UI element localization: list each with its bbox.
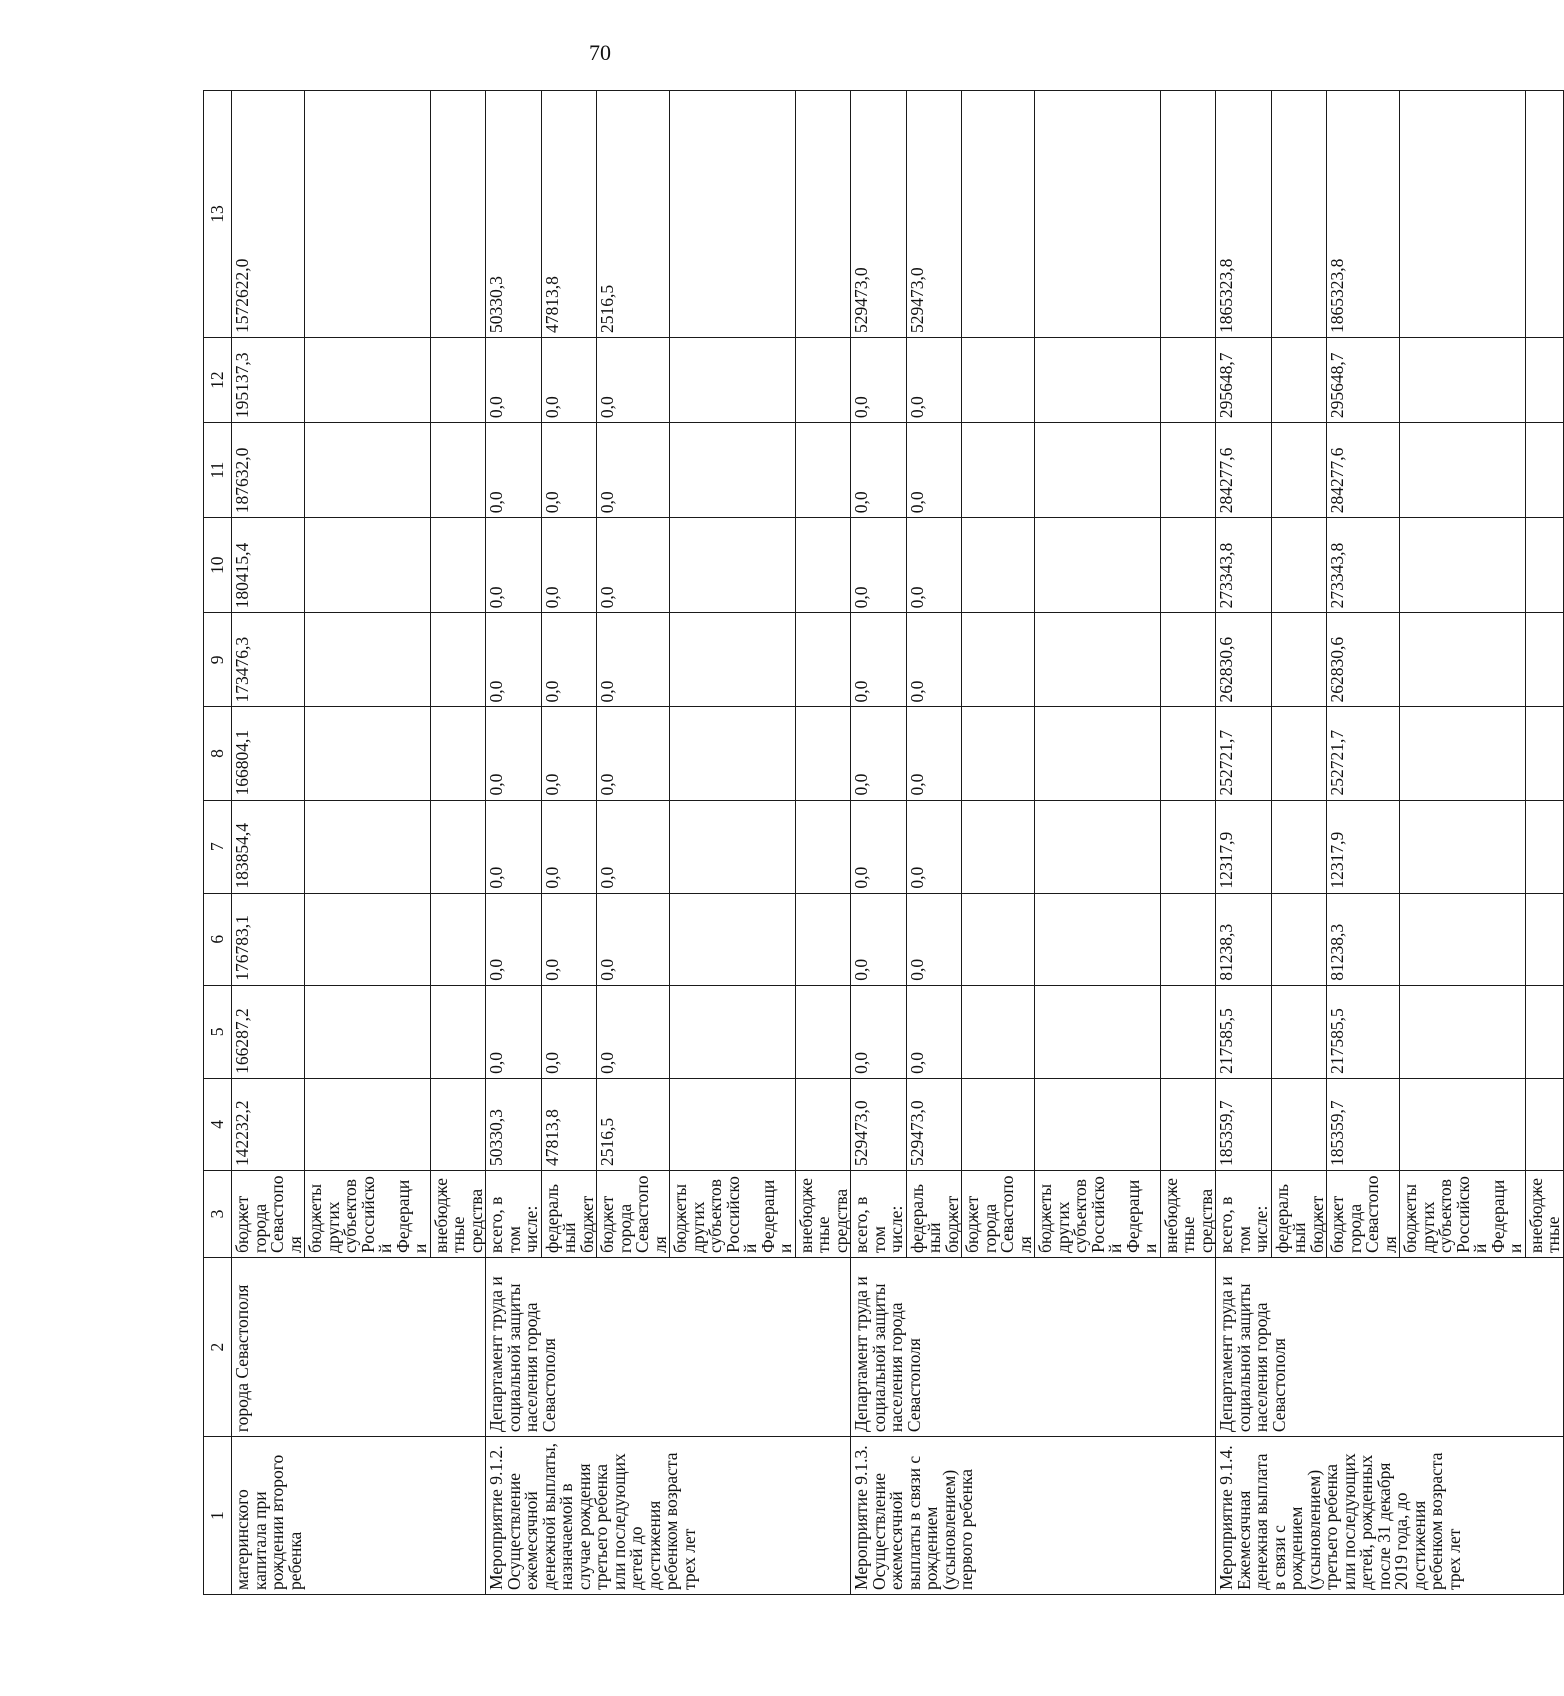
value-cell-col-9	[1525, 613, 1563, 707]
table-row	[851, 91, 907, 1595]
value-cell-col-4	[305, 1078, 431, 1170]
funding-source-cell: внебюджетные средства	[1160, 1170, 1216, 1257]
value-cell-col-8: 252721,7	[1216, 707, 1272, 800]
value-cell-col-7: 12317,9	[1327, 800, 1400, 893]
value-cell-col-4	[1525, 1078, 1563, 1170]
value-cell-col-10	[305, 518, 431, 613]
value-cell-col-8	[1271, 707, 1327, 800]
value-cell-col-10: 0,0	[541, 518, 597, 613]
value-cell-col-9: 0,0	[541, 613, 597, 707]
funding-source-cell: федеральный бюджет	[1271, 1170, 1327, 1257]
value-cell-col-6: 176783,1	[232, 893, 305, 985]
funding-source-cell: внебюджетные средства	[430, 1170, 486, 1257]
value-cell-col-4: 50330,3	[486, 1078, 542, 1170]
value-cell-col-11	[1400, 423, 1526, 518]
value-cell-col-11: 0,0	[597, 423, 670, 518]
value-cell-col-7	[1160, 800, 1216, 893]
value-cell-col-10	[1525, 518, 1563, 613]
value-cell-col-7: 0,0	[851, 800, 907, 893]
value-cell-col-11	[305, 423, 431, 518]
value-cell-col-10	[962, 518, 1035, 613]
value-cell-col-12: 0,0	[541, 338, 597, 423]
value-cell-col-5	[1160, 985, 1216, 1078]
value-cell-col-12	[305, 338, 431, 423]
value-cell-col-9	[1271, 613, 1327, 707]
value-cell-col-5	[1035, 985, 1161, 1078]
value-cell-col-9: 262830,6	[1216, 613, 1272, 707]
value-cell-col-8	[1400, 707, 1526, 800]
value-cell-col-9	[670, 613, 796, 707]
value-cell-col-12	[1400, 338, 1526, 423]
value-cell-col-7	[1525, 800, 1563, 893]
executor-cell: Департамент труда и социальной защиты населения города Севастополя	[851, 1257, 1216, 1436]
value-cell-col-13: 529473,0	[851, 91, 907, 338]
value-cell-col-13: 2516,5	[597, 91, 670, 338]
value-cell-col-12: 195137,3	[232, 338, 305, 423]
measure-name-cell: Мероприятие 9.1.4. Ежемесячная денежная выплата в связи с рождением (усыновлением) третьего ребенка или последующих детей, рожденных после 31 декабря 2019 года, до достижения ребенком возраста трех лет	[1216, 1437, 1564, 1595]
value-cell-col-6	[795, 893, 851, 985]
value-cell-col-7: 183854,4	[232, 800, 305, 893]
table-row	[1216, 91, 1272, 1595]
value-cell-col-13	[430, 91, 486, 338]
value-cell-col-4	[962, 1078, 1035, 1170]
measure-name-cell: Мероприятие 9.1.2. Осуществление ежемесячной денежной выплаты, назначаемой в случае рождения третьего ребенка или последующих детей до достижения ребенком возраста трех лет	[486, 1437, 851, 1595]
value-cell-col-4	[1160, 1078, 1216, 1170]
value-cell-col-13: 1572622,0	[232, 91, 305, 338]
funding-source-cell: бюджеты других субъектов Российской Федерации	[305, 1170, 431, 1257]
value-cell-col-7: 0,0	[906, 800, 962, 893]
value-cell-col-8	[1525, 707, 1563, 800]
value-cell-col-13: 1865323,8	[1327, 91, 1400, 338]
value-cell-col-8: 0,0	[906, 707, 962, 800]
measure-name-cell: материнского капитала при рождении второго ребенка	[232, 1437, 486, 1595]
value-cell-col-6: 0,0	[851, 893, 907, 985]
value-cell-col-12: 295648,7	[1327, 338, 1400, 423]
table-row	[232, 91, 305, 1595]
value-cell-col-6	[962, 893, 1035, 985]
value-cell-col-4: 185359,7	[1216, 1078, 1272, 1170]
value-cell-col-7	[1271, 800, 1327, 893]
value-cell-col-4: 529473,0	[906, 1078, 962, 1170]
funding-source-cell: всего, в том числе:	[1216, 1170, 1272, 1257]
value-cell-col-10: 0,0	[597, 518, 670, 613]
value-cell-col-9: 0,0	[486, 613, 542, 707]
value-cell-col-5: 0,0	[597, 985, 670, 1078]
value-cell-col-10: 180415,4	[232, 518, 305, 613]
value-cell-col-8	[430, 707, 486, 800]
value-cell-col-12: 0,0	[851, 338, 907, 423]
value-cell-col-11: 0,0	[906, 423, 962, 518]
value-cell-col-5: 0,0	[906, 985, 962, 1078]
value-cell-col-9	[795, 613, 851, 707]
value-cell-col-9	[1160, 613, 1216, 707]
value-cell-col-6	[305, 893, 431, 985]
value-cell-col-12	[795, 338, 851, 423]
header-cell-13: 13	[204, 91, 232, 338]
value-cell-col-13	[1400, 91, 1526, 338]
value-cell-col-10: 0,0	[851, 518, 907, 613]
header-cell-3: 3	[204, 1170, 232, 1257]
value-cell-col-12	[430, 338, 486, 423]
value-cell-col-8	[962, 707, 1035, 800]
value-cell-col-5	[1525, 985, 1563, 1078]
value-cell-col-5	[430, 985, 486, 1078]
executor-cell: Департамент труда и социальной защиты населения города Севастополя	[1216, 1257, 1564, 1436]
value-cell-col-12: 0,0	[597, 338, 670, 423]
value-cell-col-10	[430, 518, 486, 613]
value-cell-col-13	[962, 91, 1035, 338]
value-cell-col-13: 1865323,8	[1216, 91, 1272, 338]
value-cell-col-13	[1271, 91, 1327, 338]
value-cell-col-13	[1525, 91, 1563, 338]
value-cell-col-12	[1035, 338, 1161, 423]
value-cell-col-4: 142232,2	[232, 1078, 305, 1170]
value-cell-col-12	[1160, 338, 1216, 423]
value-cell-col-5	[305, 985, 431, 1078]
value-cell-col-12: 295648,7	[1216, 338, 1272, 423]
value-cell-col-9	[1035, 613, 1161, 707]
value-cell-col-5: 217585,5	[1327, 985, 1400, 1078]
value-cell-col-7	[670, 800, 796, 893]
value-cell-col-11	[1525, 423, 1563, 518]
value-cell-col-4	[795, 1078, 851, 1170]
value-cell-col-4	[430, 1078, 486, 1170]
table-body	[204, 91, 1564, 1595]
value-cell-col-12	[1525, 338, 1563, 423]
value-cell-col-6	[430, 893, 486, 985]
value-cell-col-5: 0,0	[541, 985, 597, 1078]
value-cell-col-9: 0,0	[851, 613, 907, 707]
value-cell-col-10	[1035, 518, 1161, 613]
value-cell-col-4	[1400, 1078, 1526, 1170]
funding-source-cell: бюджет города Севастополя	[1327, 1170, 1400, 1257]
value-cell-col-11: 284277,6	[1216, 423, 1272, 518]
value-cell-col-7	[795, 800, 851, 893]
value-cell-col-5	[670, 985, 796, 1078]
value-cell-col-7	[430, 800, 486, 893]
funding-source-cell: внебюджетные средства	[795, 1170, 851, 1257]
value-cell-col-11: 0,0	[541, 423, 597, 518]
value-cell-col-7	[962, 800, 1035, 893]
header-cell-2: 2	[204, 1257, 232, 1436]
value-cell-col-11	[1160, 423, 1216, 518]
header-cell-8: 8	[204, 707, 232, 800]
value-cell-col-6: 0,0	[906, 893, 962, 985]
value-cell-col-10	[1160, 518, 1216, 613]
value-cell-col-6	[670, 893, 796, 985]
value-cell-col-10	[1271, 518, 1327, 613]
header-cell-11: 11	[204, 423, 232, 518]
value-cell-col-4	[1271, 1078, 1327, 1170]
value-cell-col-11: 0,0	[486, 423, 542, 518]
value-cell-col-7	[305, 800, 431, 893]
header-cell-1: 1	[204, 1437, 232, 1595]
value-cell-col-11	[795, 423, 851, 518]
value-cell-col-8	[795, 707, 851, 800]
value-cell-col-10: 273343,8	[1216, 518, 1272, 613]
value-cell-col-13: 50330,3	[486, 91, 542, 338]
value-cell-col-12	[1271, 338, 1327, 423]
value-cell-col-13: 529473,0	[906, 91, 962, 338]
value-cell-col-5: 217585,5	[1216, 985, 1272, 1078]
value-cell-col-12: 0,0	[906, 338, 962, 423]
value-cell-col-11: 187632,0	[232, 423, 305, 518]
value-cell-col-10	[795, 518, 851, 613]
value-cell-col-9	[1400, 613, 1526, 707]
value-cell-col-9	[305, 613, 431, 707]
value-cell-col-6: 0,0	[597, 893, 670, 985]
value-cell-col-4: 185359,7	[1327, 1078, 1400, 1170]
funding-source-cell: внебюджетные	[1525, 1170, 1563, 1257]
value-cell-col-8	[1160, 707, 1216, 800]
value-cell-col-5: 0,0	[486, 985, 542, 1078]
funding-source-cell: федеральный бюджет	[541, 1170, 597, 1257]
value-cell-col-7	[1400, 800, 1526, 893]
value-cell-col-8: 0,0	[851, 707, 907, 800]
value-cell-col-7	[1035, 800, 1161, 893]
value-cell-col-11	[670, 423, 796, 518]
measure-name-cell: Мероприятие 9.1.3. Осуществление ежемесячной выплаты в связи с рождением (усыновлением) первого ребенка	[851, 1437, 1216, 1595]
value-cell-col-6: 0,0	[541, 893, 597, 985]
value-cell-col-4	[1035, 1078, 1161, 1170]
value-cell-col-8	[1035, 707, 1161, 800]
value-cell-col-9: 0,0	[906, 613, 962, 707]
value-cell-col-8: 0,0	[486, 707, 542, 800]
value-cell-col-9	[430, 613, 486, 707]
value-cell-col-5	[1400, 985, 1526, 1078]
value-cell-col-10: 0,0	[486, 518, 542, 613]
table-row	[486, 91, 542, 1595]
value-cell-col-7: 0,0	[541, 800, 597, 893]
funding-source-cell: бюджеты других субъектов Российской Федерации	[1035, 1170, 1161, 1257]
funding-source-cell: федеральный бюджет	[906, 1170, 962, 1257]
value-cell-col-8: 252721,7	[1327, 707, 1400, 800]
value-cell-col-12: 0,0	[486, 338, 542, 423]
value-cell-col-5: 166287,2	[232, 985, 305, 1078]
value-cell-col-4	[670, 1078, 796, 1170]
budget-table	[203, 90, 1564, 1595]
header-cell-10: 10	[204, 518, 232, 613]
header-cell-4: 4	[204, 1078, 232, 1170]
value-cell-col-6: 0,0	[486, 893, 542, 985]
header-cell-6: 6	[204, 893, 232, 985]
value-cell-col-9: 173476,3	[232, 613, 305, 707]
value-cell-col-9	[962, 613, 1035, 707]
value-cell-col-11: 0,0	[851, 423, 907, 518]
value-cell-col-11	[430, 423, 486, 518]
value-cell-col-13	[795, 91, 851, 338]
header-cell-9: 9	[204, 613, 232, 707]
value-cell-col-13	[305, 91, 431, 338]
value-cell-col-6: 81238,3	[1216, 893, 1272, 985]
value-cell-col-11: 284277,6	[1327, 423, 1400, 518]
funding-source-cell: бюджеты других субъектов Российской Федерации	[670, 1170, 796, 1257]
header-cell-12: 12	[204, 338, 232, 423]
value-cell-col-8	[670, 707, 796, 800]
page-number: 70	[589, 40, 611, 65]
value-cell-col-9: 262830,6	[1327, 613, 1400, 707]
funding-source-cell: всего, в том числе:	[851, 1170, 907, 1257]
value-cell-col-8: 0,0	[597, 707, 670, 800]
value-cell-col-13	[670, 91, 796, 338]
value-cell-col-4: 529473,0	[851, 1078, 907, 1170]
funding-source-cell: бюджеты других субъектов Российской Федерации	[1400, 1170, 1526, 1257]
value-cell-col-8	[305, 707, 431, 800]
value-cell-col-8: 0,0	[541, 707, 597, 800]
value-cell-col-4: 2516,5	[597, 1078, 670, 1170]
value-cell-col-13: 47813,8	[541, 91, 597, 338]
value-cell-col-5: 0,0	[851, 985, 907, 1078]
value-cell-col-8: 166804,1	[232, 707, 305, 800]
value-cell-col-13	[1035, 91, 1161, 338]
executor-cell: Департамент труда и социальной защиты населения города Севастополя	[486, 1257, 851, 1436]
value-cell-col-7: 0,0	[597, 800, 670, 893]
value-cell-col-11	[962, 423, 1035, 518]
value-cell-col-5	[1271, 985, 1327, 1078]
funding-source-cell: бюджет города Севастополя	[232, 1170, 305, 1257]
value-cell-col-4: 47813,8	[541, 1078, 597, 1170]
value-cell-col-12	[962, 338, 1035, 423]
value-cell-col-7: 0,0	[486, 800, 542, 893]
value-cell-col-6	[1035, 893, 1161, 985]
header-cell-5: 5	[204, 985, 232, 1078]
value-cell-col-6	[1525, 893, 1563, 985]
value-cell-col-11	[1271, 423, 1327, 518]
value-cell-col-13	[1160, 91, 1216, 338]
funding-source-cell: всего, в том числе:	[486, 1170, 542, 1257]
value-cell-col-10	[670, 518, 796, 613]
value-cell-col-12	[670, 338, 796, 423]
value-cell-col-6: 81238,3	[1327, 893, 1400, 985]
funding-source-cell: бюджет города Севастополя	[597, 1170, 670, 1257]
value-cell-col-9: 0,0	[597, 613, 670, 707]
executor-cell: города Севастополя	[232, 1257, 486, 1436]
value-cell-col-10: 0,0	[906, 518, 962, 613]
header-cell-7: 7	[204, 800, 232, 893]
value-cell-col-5	[962, 985, 1035, 1078]
value-cell-col-6	[1160, 893, 1216, 985]
value-cell-col-10: 273343,8	[1327, 518, 1400, 613]
value-cell-col-10	[1400, 518, 1526, 613]
value-cell-col-11	[1035, 423, 1161, 518]
rotated-table-wrapper	[203, 90, 1563, 1595]
value-cell-col-6	[1400, 893, 1526, 985]
value-cell-col-6	[1271, 893, 1327, 985]
funding-source-cell: бюджет города Севастополя	[962, 1170, 1035, 1257]
header-row	[204, 91, 232, 1595]
value-cell-col-7: 12317,9	[1216, 800, 1272, 893]
value-cell-col-5	[795, 985, 851, 1078]
